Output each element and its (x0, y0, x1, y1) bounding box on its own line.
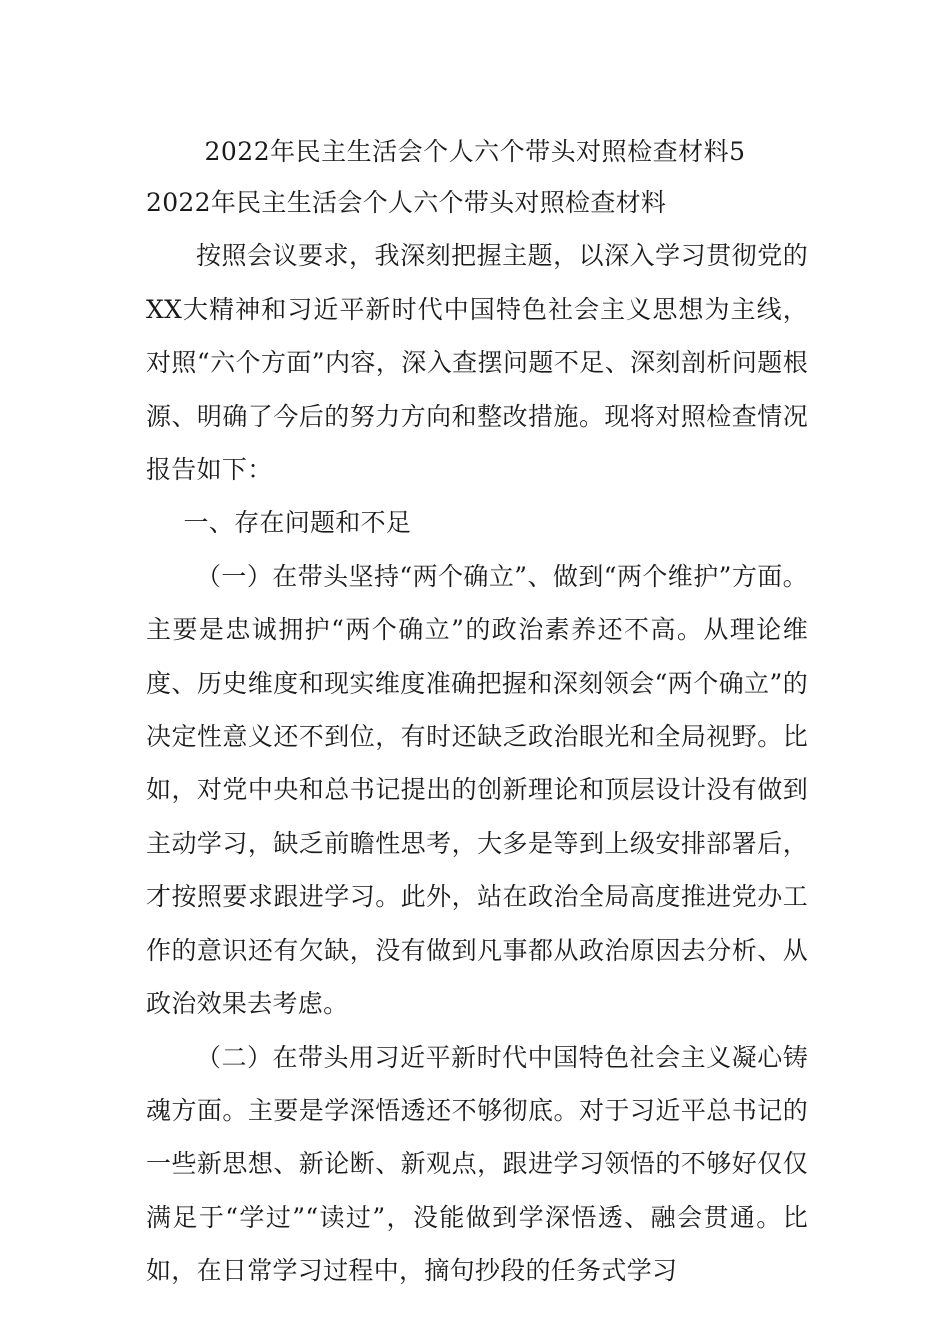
document-title: 2022年民主生活会个人六个带头对照检查材料5 (204, 137, 746, 166)
paragraph-intro: 按照会议要求，我深刻把握主题，以深入学习贯彻党的XX大精神和习近平新时代中国特色社会主义思想为主线，对照“六个方面”内容，深入查摆问题不足、深刻剖析问题根源、明确了今后的努力方向和整改措施。现将对照检查情况报告如下： (146, 241, 808, 485)
paragraph-item-2: （二）在带头用习近平新时代中国特色社会主义凝心铸魂方面。主要是学深悟透还不够彻底。对于习近平总书记的一些新思想、新论断、新观点，跟进学习领悟的不够好仅仅满足于“学过”“读过”，没能做到学深悟透、融会贯通。比如，在日常学习过程中，摘句抄段的任务式学习 (146, 1042, 808, 1286)
document-body (146, 176, 808, 1298)
document-subtitle: 2022年民主生活会个人六个带头对照检查材料 (146, 188, 667, 217)
section-heading-problems: 一、存在问题和不足 (183, 508, 412, 538)
paragraph-item-1: （一）在带头坚持“两个确立”、做到“两个维护”方面。主要是忠诚拥护“两个确立”的政治素养还不高。从理论维度、历史维度和现实维度准确把握和深刻领会“两个确立”的决定性意义还不到位，有时还缺乏政治眼光和全局视野。比如，对党中央和总书记提出的创新理论和顶层设计没有做到主动学习，缺乏前瞻性思考，大多是等到上级安排部署后，才按照要求跟进学习。此外，站在政治全局高度推进党办工作的意识还有欠缺，没有做到凡事都从政治原因去分析、从政治效果去考虑。 (146, 561, 808, 1019)
